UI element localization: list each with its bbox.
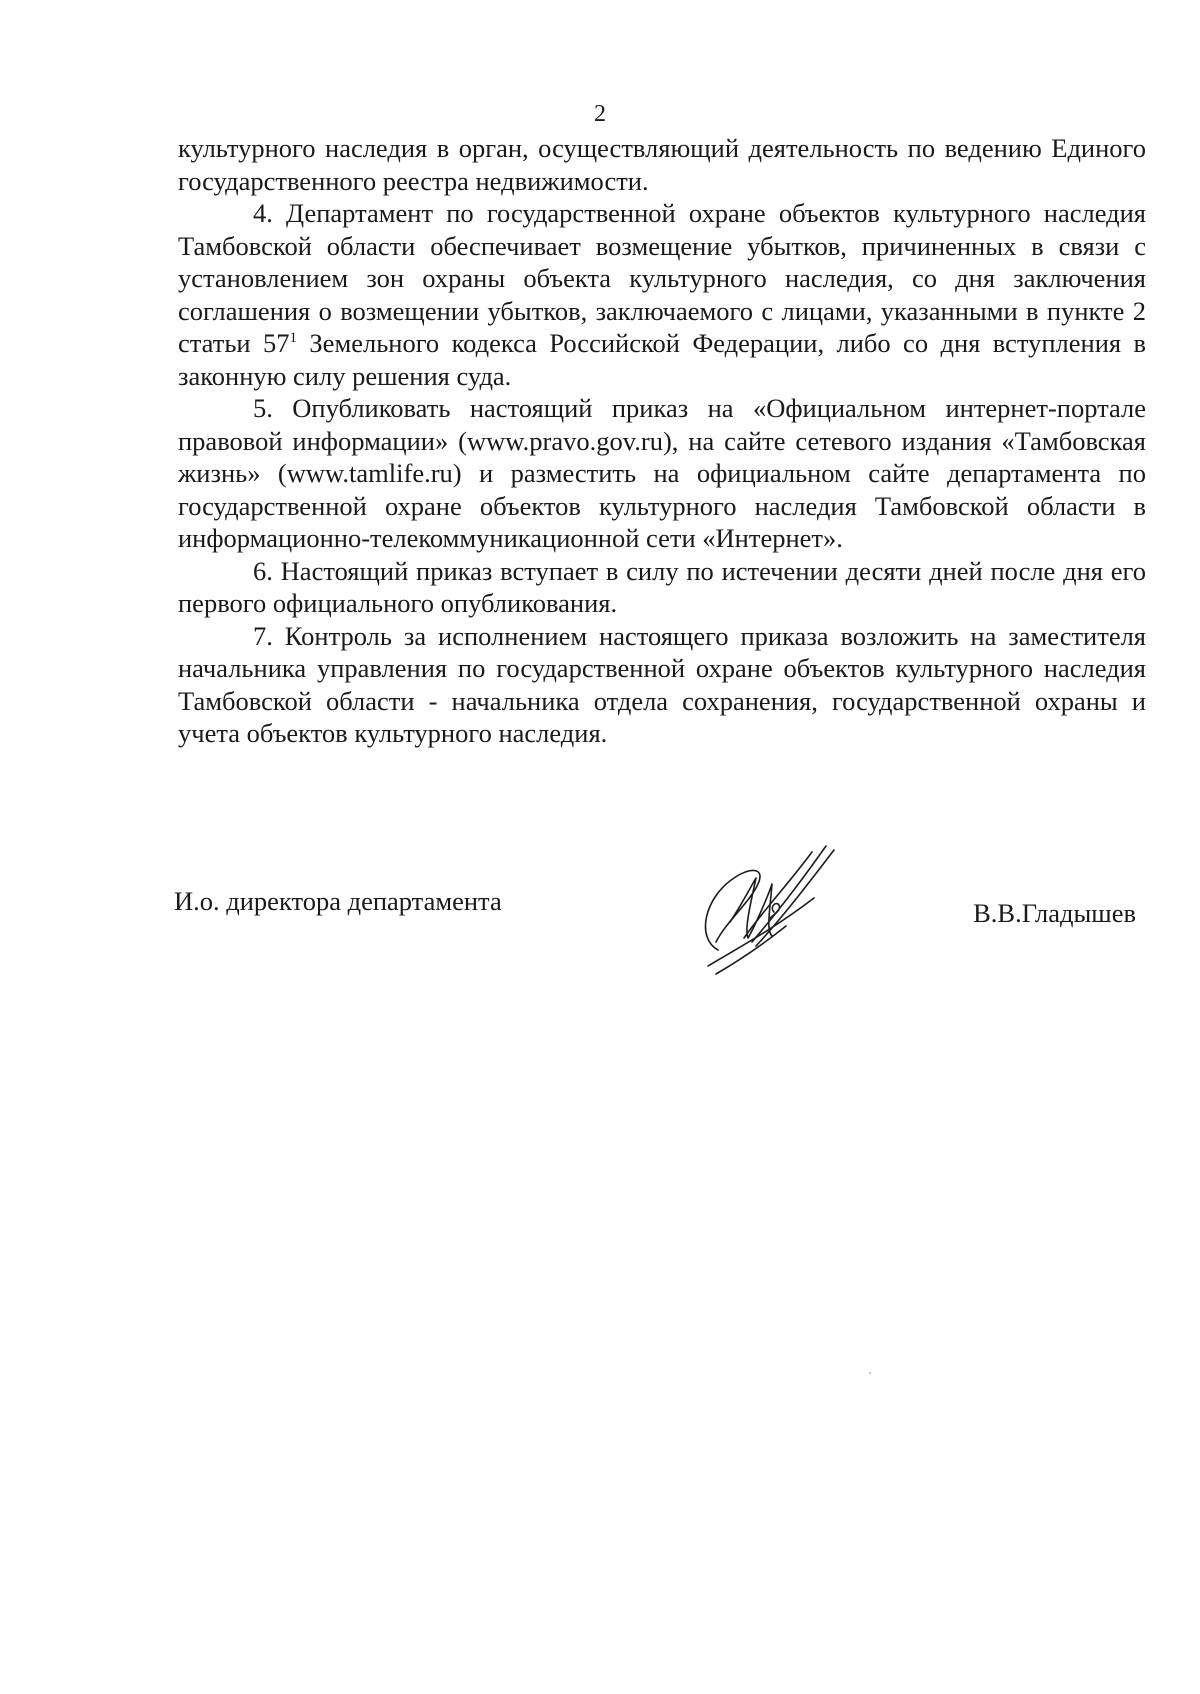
- paragraph-item-4-text: 4. Департамент по государственной охране объектов культурного наследия Тамбовской области обеспечивает возмещение убытков, причиненных в связи с установлением зон охраны объекта культурного наследия, со дня заключения соглашения о возмещении убытков, заключаемого с лицами, указанными в пункте 2 статьи 57: [178, 198, 1146, 358]
- paragraph-continuation: культурного наследия в орган, осуществляющий деятельность по ведению Единого государственного реестра недвижимости.: [178, 133, 1146, 196]
- paragraph-item-7: 7. Контроль за исполнением настоящего приказа возложить на заместителя начальника управления по государственной охране объектов культурного наследия Тамбовской области - начальника отдела сохранения, государственной охраны и учета объектов культурного наследия.: [178, 620, 1146, 748]
- paragraph-item-5: 5. Опубликовать настоящий приказ на «Официальном интернет-портале правовой информации» (www.pravo.gov.ru), на сайте сетевого издания «Тамбовская жизнь» (www.tamlife.ru) и разместить на официальном сайте департамента по государственной охране объектов культурного наследия Тамбовской области в информационно-телекоммуникационной сети «Интернет».: [178, 393, 1146, 553]
- handwritten-signature-icon: [686, 838, 856, 978]
- signer-title: И.о. директора департамента: [174, 886, 502, 916]
- document-body: [178, 132, 1146, 750]
- scan-speck: [869, 1372, 871, 1374]
- page-number: 2: [594, 101, 606, 127]
- signer-name: В.В.Гладышев: [973, 898, 1136, 928]
- paragraph-item-6: 6. Настоящий приказ вступает в силу по истечении десяти дней после дня его первого официального опубликования.: [178, 555, 1146, 618]
- superscript-mark: 1: [289, 330, 297, 347]
- paragraph-item-4: [178, 197, 1146, 392]
- signature-block: [174, 885, 1144, 945]
- paragraph-item-4-text-end: Земельного кодекса Российской Федерации, либо со дня вступления в законную силу решения суда.: [178, 328, 1146, 391]
